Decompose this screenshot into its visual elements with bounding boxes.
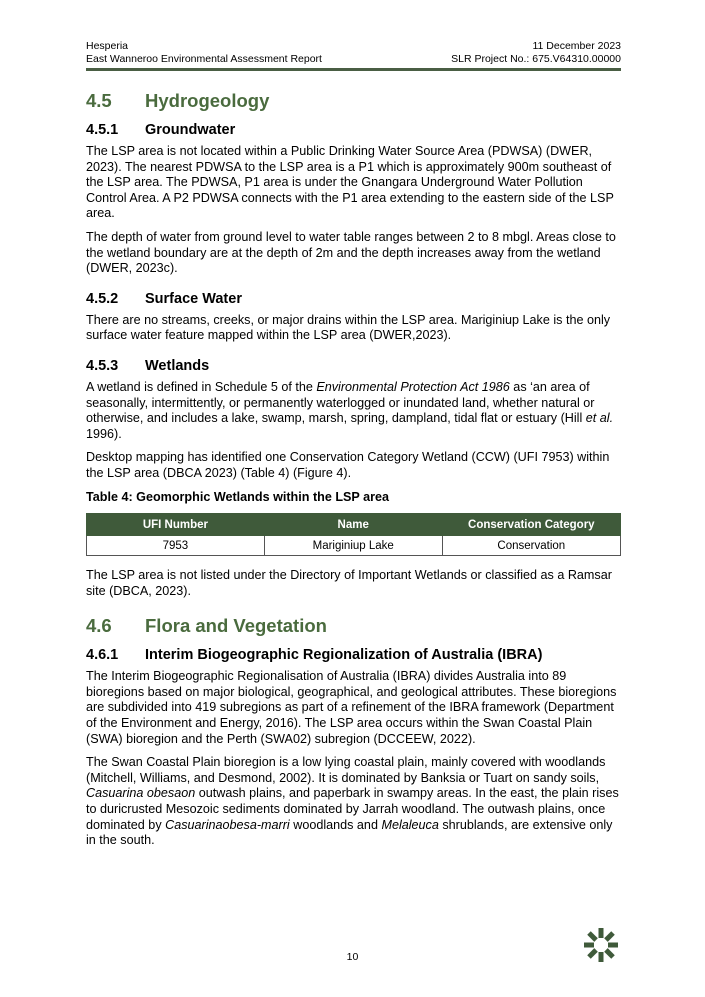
subsection-number: 4.5.3 xyxy=(86,357,119,374)
table-caption: Table 4: Geomorphic Wetlands within the LSP area xyxy=(86,489,390,504)
subsection-heading-4-6-1 xyxy=(86,647,621,664)
groundwater-paragraph-1: The LSP area is not located within a Public Drinking Water Source Area (PDWSA) (DWER, 2023). The nearest PDWSA to the LSP area is a P1 which is approximately 900m southeast of the LSP area. The PDWSA, P1 area is under the Gnangara Underground Water Pollution Control Area. A P2 PDWSA connects with the P1 area extending to the eastern side of the LSP area. xyxy=(86,144,614,221)
header-date: 11 December 2023 xyxy=(532,40,621,52)
groundwater-paragraph-2: The depth of water from ground level to water table ranges between 2 to 8 mbgl. Areas close to the wetland boundary are at the depth of 2m and the depth increases away from the wetland (DWER, 2023c). xyxy=(86,229,616,276)
species-name: Casuarinaobesa-marri xyxy=(165,817,290,832)
header-project-number: SLR Project No.: 675.V64310.00000 xyxy=(451,52,621,65)
page-content xyxy=(86,90,621,857)
text-run: outwash plains, and paperbark in swampy areas. In the east, the plain rises to duricrusted Mesozoic sediments dominated by Jarrah woodland. The outwash plains, once dominated by xyxy=(86,786,619,832)
table-cell: Conservation xyxy=(442,536,620,556)
et-al: et al. xyxy=(585,411,614,426)
subsection-title: Groundwater xyxy=(145,122,236,138)
subsection-title: Surface Water xyxy=(145,290,242,307)
section-heading-4-5 xyxy=(86,90,621,112)
section-number: 4.6 xyxy=(86,615,112,637)
subsection-heading-4-5-3 xyxy=(86,358,621,375)
header-report-title: East Wanneroo Environmental Assessment Report xyxy=(86,52,322,65)
text-run: as ‘an area of seasonally, intermittently, or permanently waterlogged or inundated land, whether natural or otherwise, and includes a lake, swamp, marsh, spring, dampland, tidal flat or estuary (Hill xyxy=(86,379,595,426)
text-run: 1996). xyxy=(86,426,122,441)
subsection-title: Wetlands xyxy=(145,357,210,374)
table-row xyxy=(87,536,621,556)
header-left xyxy=(86,40,322,65)
subsection-number: 4.5.2 xyxy=(86,290,119,307)
text-run: A wetland is defined in Schedule 5 of the xyxy=(86,379,317,394)
table-header-cell: Name xyxy=(264,514,442,536)
table-header-row xyxy=(87,514,621,536)
table-cell: Mariginiup Lake xyxy=(264,536,442,556)
page-number: 10 xyxy=(346,951,359,963)
header-right xyxy=(451,40,621,65)
wetlands-table xyxy=(86,513,621,556)
ibra-paragraph-1: The Interim Biogeographic Regionalisation of Australia (IBRA) divides Australia into 89 bioregions based on major biological, geographical, and geological attributes. These bioregions are subdivided into 419 subregions as part of a refinement of the IBRA framework (Department of the Environment and Energy, 2016). The LSP area occurs within the Swan Coastal Plain (SWA) bioregion and the Perth (SWA02) subregion (DCCEEW, 2022). xyxy=(86,669,617,746)
section-title: Hydrogeology xyxy=(145,90,270,111)
subsection-heading-4-5-1 xyxy=(86,122,621,139)
text-run: The Swan Coastal Plain bioregion is a low lying coastal plain, mainly covered with woodlands (Mitchell, Williams, and Desmond, 2002). It is dominated by Banksia or Tuart on sandy soils, xyxy=(86,755,606,785)
species-name: Casuarina obesaon xyxy=(86,786,196,801)
table-header-cell: Conservation Category xyxy=(442,514,620,536)
wetlands-paragraph-3: The LSP area is not listed under the Directory of Important Wetlands or classified as a Ramsar site (DBCA, 2023). xyxy=(86,568,612,598)
table-header-cell: UFI Number xyxy=(87,514,265,536)
header-client: Hesperia xyxy=(86,40,129,52)
act-name: Environmental Protection Act 1986 xyxy=(316,379,510,394)
subsection-number: 4.5.1 xyxy=(86,122,119,138)
wetlands-paragraph-1 xyxy=(86,380,621,442)
wetlands-paragraph-2: Desktop mapping has identified one Conservation Category Wetland (CCW) (UFI 7953) within the LSP area (DBCA 2023) (Table 4) (Figure 4). xyxy=(86,450,610,480)
section-heading-4-6 xyxy=(86,615,621,637)
subsection-number: 4.6.1 xyxy=(86,647,119,664)
section-number: 4.5 xyxy=(86,90,112,111)
ibra-paragraph-2 xyxy=(86,755,621,849)
subsection-heading-4-5-2 xyxy=(86,291,621,308)
subsection-title: Interim Biogeographic Regionalization of Australia (IBRA) xyxy=(145,647,543,664)
text-run: woodlands and xyxy=(289,817,382,832)
header-divider xyxy=(86,68,621,71)
slr-logo-icon xyxy=(584,928,618,962)
slr-logo-graphic xyxy=(584,928,618,962)
species-name: Melaleuca xyxy=(381,817,439,832)
surface-water-paragraph: There are no streams, creeks, or major drains within the LSP area. Mariginiup Lake is the only surface water feature mapped within the LSP area (DWER,2023). xyxy=(86,312,611,343)
table-cell: 7953 xyxy=(87,536,265,556)
section-title: Flora and Vegetation xyxy=(145,615,327,637)
text-run: shrublands, are extensive only in the south. xyxy=(86,817,613,848)
